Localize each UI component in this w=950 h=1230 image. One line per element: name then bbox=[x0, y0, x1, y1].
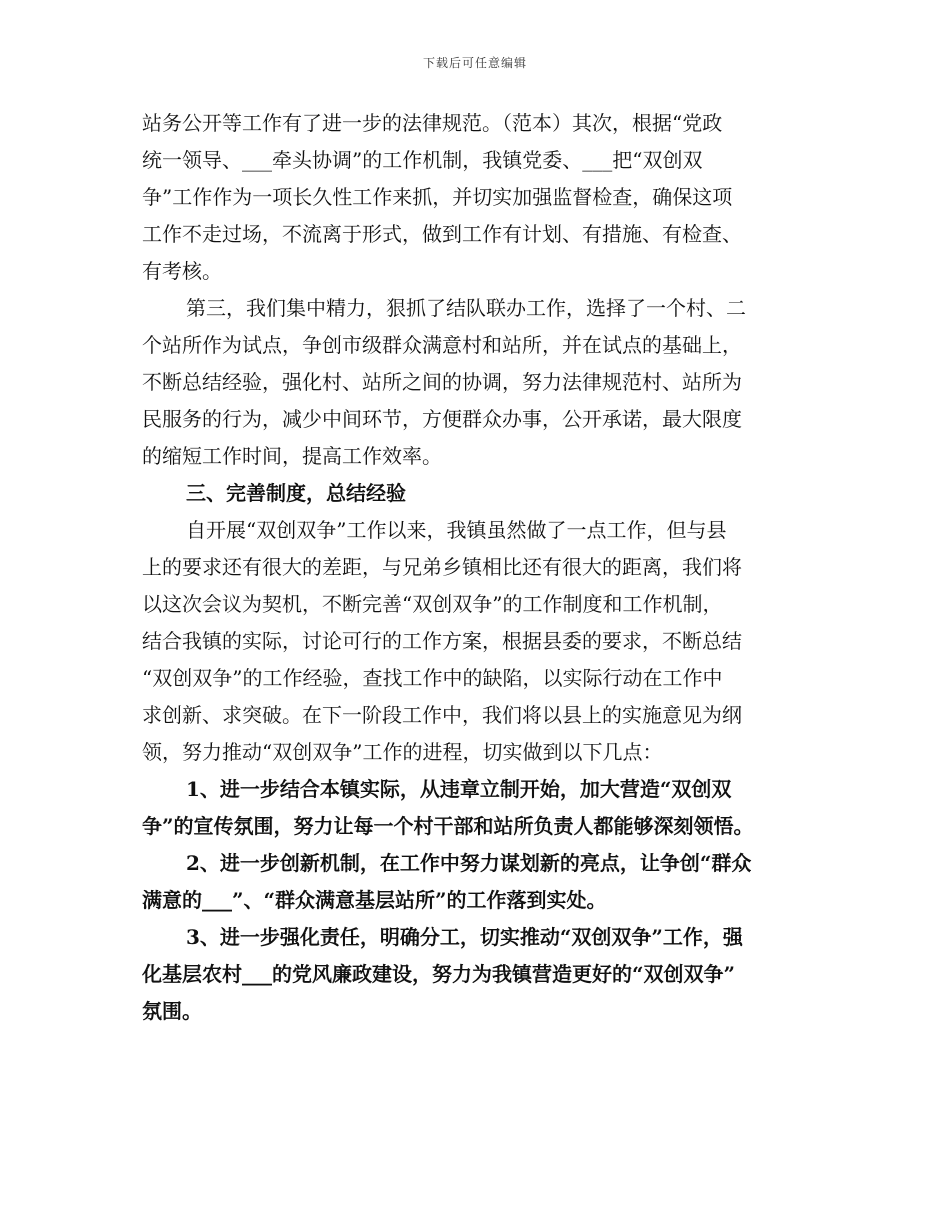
text-line: 领，努力推动“双创双争”工作的进程，切实做到以下几点： bbox=[142, 740, 663, 764]
text-line: 争”工作作为一项长久性工作来抓，并切实加强监督检查，确保这项 bbox=[142, 185, 733, 209]
text-line: 工作不走过场，不流离于形式，做到工作有计划、有措施、有检查、 bbox=[142, 222, 742, 246]
numbered-item-line: 氛围。 bbox=[142, 999, 202, 1023]
text-line: 上的要求还有很大的差距，与兄弟乡镇相比还有很大的距离，我们将 bbox=[142, 555, 742, 579]
text-line: 民服务的行为，减少中间环节，方便群众办事，公开承诺，最大限度 bbox=[142, 407, 742, 431]
text-line: 不断总结经验，强化村、站所之间的协调，努力法律规范村、站所为 bbox=[142, 370, 742, 394]
numbered-item-line: 1、进一步结合本镇实际，从违章立制开始，加大营造“双创双 bbox=[186, 777, 732, 801]
text-line: “双创双争”的工作经验，查找工作中的缺陷，以实际行动在工作中 bbox=[142, 666, 723, 690]
section-heading: 三、完善制度，总结经验 bbox=[186, 481, 406, 505]
text-line: 有考核。 bbox=[142, 259, 222, 283]
text-line: 的缩短工作时间，提高工作效率。 bbox=[142, 444, 442, 468]
text-line: 站务公开等工作有了进一步的法律规范。（范本）其次，根据“党政 bbox=[142, 111, 723, 135]
text-line: 第三，我们集中精力，狠抓了结队联办工作，选择了一个村、二 bbox=[186, 296, 746, 320]
numbered-item-line: 争”的宣传氛围，努力让每一个村干部和站所负责人都能够深刻领悟。 bbox=[142, 814, 754, 838]
numbered-item-line: 满意的___”、“群众满意基层站所”的工作落到实处。 bbox=[142, 888, 607, 912]
text-line: 结合我镇的实际，讨论可行的工作方案，根据县委的要求，不断总结 bbox=[142, 629, 742, 653]
text-line: 自开展“双创双争”工作以来，我镇虽然做了一点工作，但与县 bbox=[186, 518, 727, 542]
page-header: 下载后可任意编辑 bbox=[422, 56, 527, 70]
text-line: 求创新、求突破。在下一阶段工作中，我们将以县上的实施意见为纲 bbox=[142, 703, 742, 727]
text-line: 个站所作为试点，争创市级群众满意村和站所，并在试点的基础上， bbox=[142, 333, 742, 357]
numbered-item-line: 3、进一步强化责任，明确分工，切实推动“双创双争”工作，强 bbox=[186, 925, 743, 949]
numbered-item-line: 2、进一步创新机制，在工作中努力谋划新的亮点，让争创“群众 bbox=[186, 851, 752, 875]
numbered-item-line: 化基层农村___的党风廉政建设，努力为我镇营造更好的“双创双争” bbox=[142, 962, 736, 986]
document-body bbox=[142, 105, 812, 1030]
text-line: 统一领导、___牵头协调”的工作机制，我镇党委、___把“双创双 bbox=[142, 148, 703, 172]
text-line: 以这次会议为契机，不断完善“双创双争”的工作制度和工作机制， bbox=[142, 592, 723, 616]
